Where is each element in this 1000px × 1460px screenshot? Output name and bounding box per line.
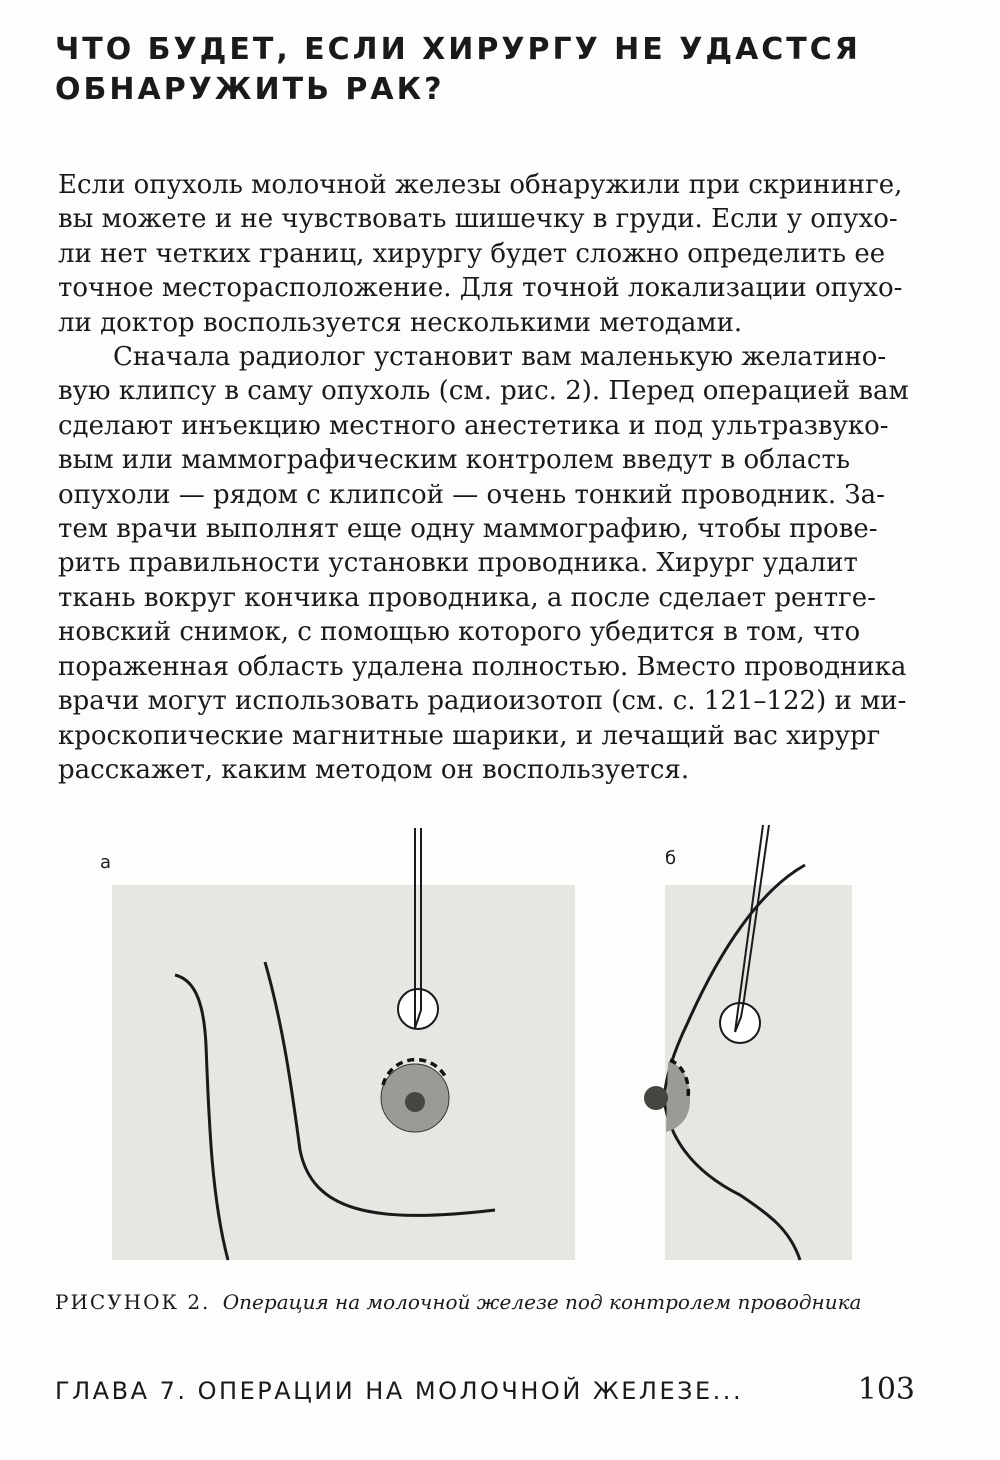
body-text (58, 168, 918, 787)
figure-label-a: а (100, 852, 112, 873)
text-line: вы можете и не чувствовать шишечку в груди. Если у опухо- (58, 204, 898, 235)
shaded-background-b (665, 885, 852, 1260)
wire-localization-figure (0, 810, 1000, 1280)
text-line: опухоли — рядом с клипсой — очень тонкий проводник. За- (58, 479, 885, 510)
paragraph-2 (58, 340, 918, 787)
nipple-side (644, 1086, 668, 1110)
tumor-area (720, 1003, 760, 1043)
text-line: пораженная область удалена полностью. Вместо проводника (58, 651, 907, 682)
figure-caption (55, 1290, 955, 1314)
text-line: ли доктор воспользуется несколькими методами. (58, 307, 743, 338)
text-line: ткань вокруг кончика проводника, а после сделает рентге- (58, 582, 876, 613)
text-line: Если опухоль молочной железы обнаружили при скрининге, (58, 170, 903, 200)
text-line: рить правильности установки проводника. Хирург удалит (58, 548, 858, 579)
text-line: кроскопические магнитные шарики, и лечащий вас хирург (58, 720, 881, 751)
page-footer (55, 1372, 915, 1407)
text-line: тем врачи выполнят еще одну маммографию, чтобы прове- (58, 514, 878, 545)
heading-line: ОБНАРУЖИТЬ РАК? (55, 72, 445, 107)
text-line: Сначала радиолог установит вам маленькую желатино- (113, 342, 887, 373)
tumor-area (398, 989, 438, 1029)
figure-label-b: б (665, 848, 677, 869)
text-line: вым или маммографическим контролем введут в область (58, 445, 850, 476)
caption-text: Операция на молочной железе под контролем проводника (222, 1290, 862, 1314)
side-view-panel (644, 825, 852, 1260)
text-line: новский снимок, с помощью которого убедится в том, что (58, 617, 861, 648)
heading-line: ЧТО БУДЕТ, ЕСЛИ ХИРУРГУ НЕ УДАСТСЯ (55, 32, 861, 67)
text-line: расскажет, каким методом он воспользуется. (58, 754, 690, 785)
section-heading (55, 30, 935, 110)
running-footer-chapter: ГЛАВА 7. ОПЕРАЦИИ НА МОЛОЧНОЙ ЖЕЛЕЗЕ... (55, 1377, 744, 1405)
text-line: вую клипсу в саму опухоль (см. рис. 2). Перед операцией вам (58, 376, 909, 407)
caption-label: РИСУНОК 2. (55, 1290, 211, 1314)
nipple (405, 1092, 425, 1112)
text-line: сделают инъекцию местного анестетика и под ультразвуко- (58, 410, 889, 441)
page-number: 103 (857, 1372, 915, 1407)
text-line: врачи могут использовать радиоизотоп (см. с. 121–122) и ми- (58, 686, 907, 717)
text-line: ли нет четких границ, хирургу будет сложно определить ее (58, 238, 886, 269)
paragraph-1 (58, 168, 918, 340)
text-line: точное месторасположение. Для точной локализации опухо- (58, 273, 903, 304)
frontal-view-panel (112, 828, 575, 1260)
